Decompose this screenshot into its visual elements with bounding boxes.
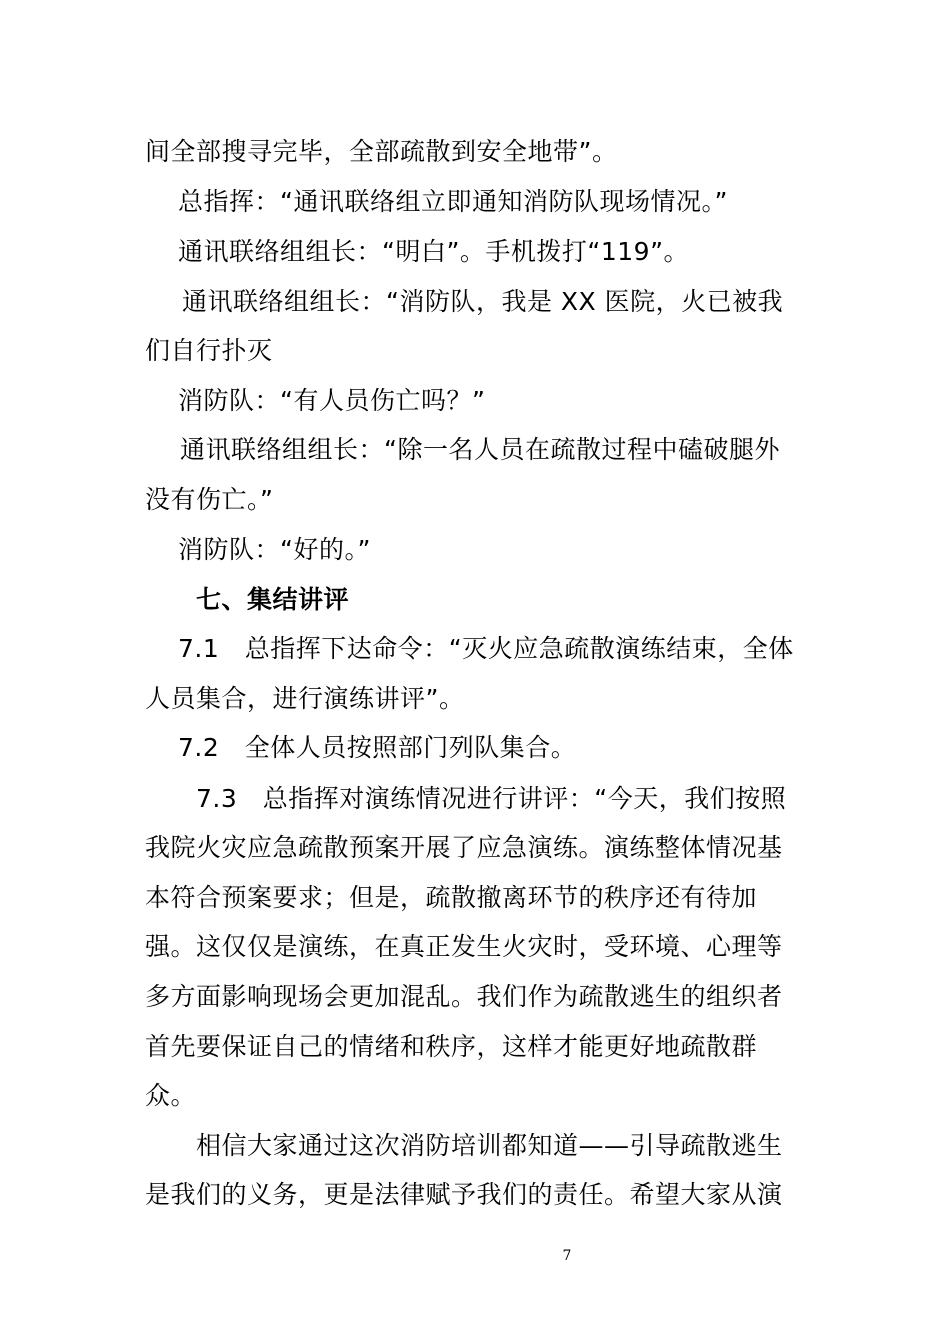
dialogue-line: 消防队：“好的。” xyxy=(178,535,371,564)
dialogue-line: 通讯联络组组长：“除一名人员在疏散过程中磕破腿外 xyxy=(180,435,780,464)
page-number: 7 xyxy=(562,1248,572,1264)
body-text-line: 多方面影响现场会更加混乱。我们作为疏散逃生的组织者 xyxy=(145,982,783,1011)
body-text-line: 相信大家通过这次消防培训都知道——引导疏散逃生 xyxy=(196,1131,783,1160)
numbered-item: 7.2 全体人员按照部门列队集合。 xyxy=(178,733,577,762)
body-text-line: 首先要保证自己的情绪和秩序，这样才能更好地疏散群 xyxy=(145,1032,758,1061)
body-text-line: 没有伤亡。” xyxy=(145,485,274,514)
body-text-line: 本符合预案要求；但是，疏散撤离环节的秩序还有待加 xyxy=(145,883,758,912)
section-heading: 七、集结讲评 xyxy=(196,585,350,614)
body-text-line: 间全部搜寻完毕，全部疏散到安全地带”。 xyxy=(145,137,618,166)
dialogue-line: 消防队：“有人员伤亡吗？” xyxy=(178,386,486,415)
body-text-line: 强。这仅仅是演练，在真正发生火灾时，受环境、心理等 xyxy=(145,932,783,961)
numbered-item: 7.1 总指挥下达命令：“灭火应急疏散演练结束，全体 xyxy=(178,634,794,663)
body-text-line: 是我们的义务，更是法律赋予我们的责任。希望大家从演 xyxy=(145,1180,783,1209)
dialogue-line: 通讯联络组组长：“消防队，我是 XX 医院，火已被我 xyxy=(182,287,784,316)
body-text-line: 众。 xyxy=(145,1081,197,1110)
body-text-line: 我院火灾应急疏散预案开展了应急演练。演练整体情况基 xyxy=(145,833,783,862)
dialogue-line: 通讯联络组组长：“明白”。手机拨打“119”。 xyxy=(178,237,690,266)
dialogue-line: 总指挥：“通讯联络组立即通知消防队现场情况。” xyxy=(178,187,728,216)
body-text-line: 们自行扑灭 xyxy=(145,336,273,365)
numbered-item: 7.3 总指挥对演练情况进行讲评：“今天，我们按照 xyxy=(196,784,787,813)
body-text-line: 人员集合，进行演练讲评”。 xyxy=(145,684,465,713)
